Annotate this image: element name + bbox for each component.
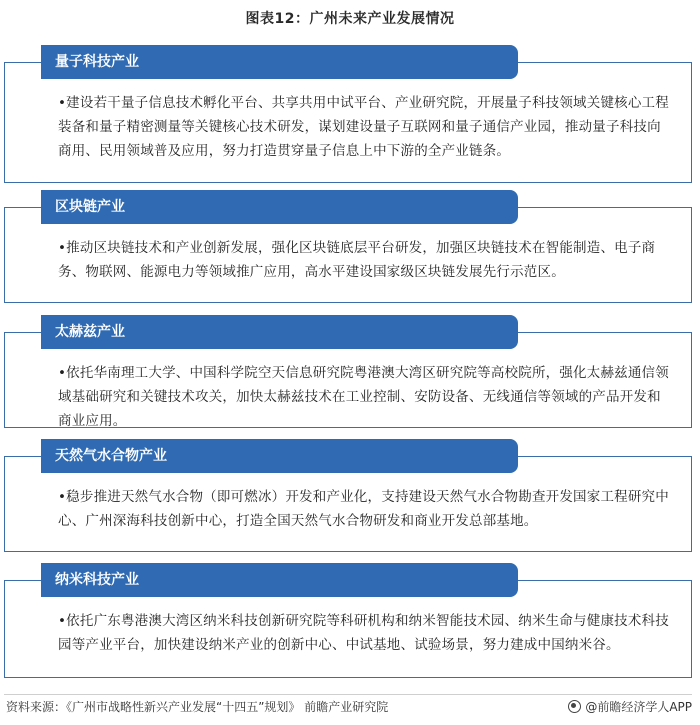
section-text: •依托华南理工大学、中国科学院空天信息研究院粤港澳大湾区研究院等高校院所，强化太赫兹通信领域基础研究和关键技术攻关，加快太赫兹技术在工业控制、安防设备、无线通信等领域的产品开发和商业应用。 bbox=[58, 365, 669, 429]
section-gas-hydrate bbox=[0, 439, 700, 552]
brand-attribution bbox=[568, 698, 692, 715]
section-heading: 量子科技产业 bbox=[41, 45, 518, 79]
section-nanotech bbox=[0, 563, 700, 678]
chart-title: 图表12：广州未来产业发展情况 bbox=[245, 11, 455, 27]
section-terahertz bbox=[0, 315, 700, 428]
section-text: •依托广东粤港澳大湾区纳米科技创新研究院等科研机构和纳米智能技术园、纳米生命与健康技术科技园等产业平台，加快建设纳米产业的创新中心、中试基地、试验场景，努力建成中国纳米谷。 bbox=[58, 613, 669, 653]
section-text: •稳步推进天然气水合物（即可燃冰）开发和产业化，支持建设天然气水合物勘查开发国家工程研究中心、广州深海科技创新中心，打造全国天然气水合物研发和商业开发总部基地。 bbox=[58, 489, 669, 529]
section-blockchain bbox=[0, 190, 700, 303]
footer-divider bbox=[4, 694, 692, 695]
footer bbox=[0, 694, 700, 718]
section-heading: 天然气水合物产业 bbox=[41, 439, 518, 473]
section-text: •推动区块链技术和产业创新发展，强化区块链底层平台研发，加强区块链技术在智能制造、电子商务、物联网、能源电力等领域推广应用，高水平建设国家级区块链发展先行示范区。 bbox=[58, 240, 656, 280]
section-quantum bbox=[0, 45, 700, 183]
brand-logo-icon bbox=[568, 700, 581, 713]
section-heading: 区块链产业 bbox=[41, 190, 518, 224]
brand-label: @前瞻经济学人APP bbox=[585, 700, 692, 714]
section-text: •建设若干量子信息技术孵化平台、共享共用中试平台、产业研究院，开展量子科技领域关键核心工程装备和量子精密测量等关键核心技术研发，谋划建设量子互联网和量子通信产业园，推动量子科技向商用、民用领域普及应用，努力打造贯穿量子信息上中下游的全产业链条。 bbox=[58, 95, 669, 159]
source-note: 资料来源：《广州市战略性新兴产业发展“十四五”规划》 前瞻产业研究院 bbox=[6, 700, 389, 714]
section-heading: 太赫兹产业 bbox=[41, 315, 518, 349]
section-heading: 纳米科技产业 bbox=[41, 563, 518, 597]
